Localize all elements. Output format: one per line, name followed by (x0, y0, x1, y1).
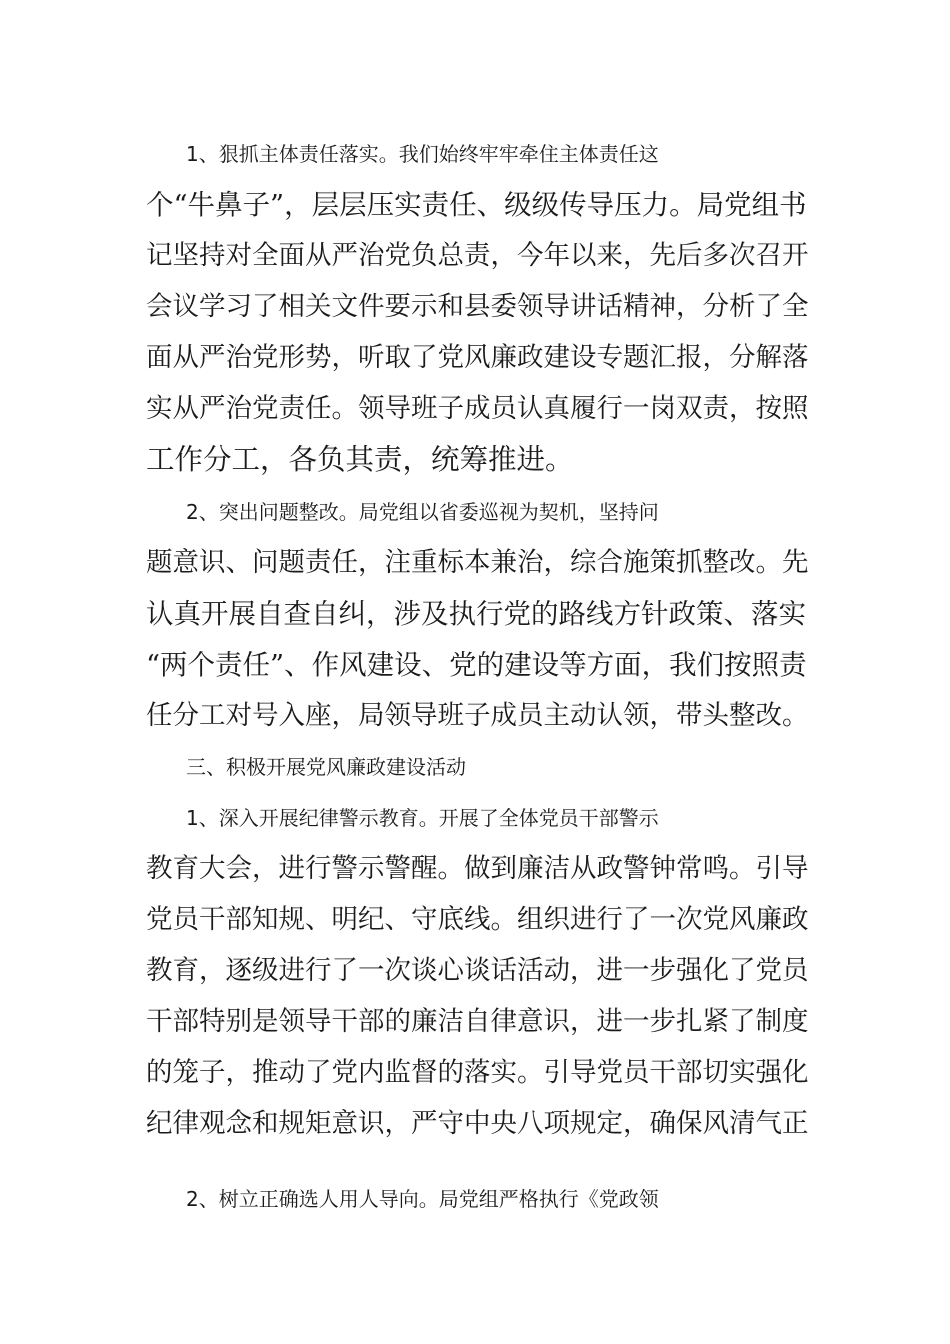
paragraph-line: 的笼子，推动了党内监督的落实。引导党员干部切实强化 (146, 1057, 809, 1088)
paragraph-line: 实从严治党责任。领导班子成员认真履行一岗双责，按照 (146, 393, 809, 424)
paragraph-line: 记坚持对全面从严治党负总责，今年以来，先后多次召开 (146, 240, 809, 271)
section-heading: 三、积极开展党风廉政建设活动 (186, 755, 466, 779)
paragraph-line: 教育大会，进行警示警醒。做到廉洁从政警钟常鸣。引导 (146, 853, 809, 884)
paragraph-line: 任分工对号入座，局领导班子成员主动认领，带头整改。 (146, 700, 809, 731)
list-number: 1 (186, 806, 199, 830)
paragraph-line: “两个责任”、作风建设、党的建设等方面，我们按照责 (146, 649, 807, 681)
paragraph-line: 2、树立正确选人用人导向。局党组严格执行《党政领 (186, 1187, 659, 1211)
paragraph-line: 干部特别是领导干部的廉洁自律意识，进一步扎紧了制度 (146, 1006, 809, 1037)
list-number: 2 (186, 1187, 199, 1211)
paragraph-line: 纪律观念和规矩意识，严守中央八项规定，确保风清气正 (146, 1108, 809, 1139)
paragraph-line: 会议学习了相关文件要示和县委领导讲话精神，分析了全 (146, 291, 809, 322)
paragraph-line: 题意识、问题责任，注重标本兼治，综合施策抓整改。先 (146, 547, 809, 578)
list-number: 2 (186, 500, 199, 524)
list-number: 1 (186, 142, 199, 166)
paragraph-line: 面从严治党形势，听取了党风廉政建设专题汇报，分解落 (146, 342, 809, 373)
paragraph-line: 党员干部知规、明纪、守底线。组织进行了一次党风廉政 (146, 904, 809, 935)
paragraph-line: 1、狠抓主体责任落实。我们始终牢牢牵住主体责任这 (186, 142, 659, 166)
paragraph-line: 工作分工，各负其责，统筹推进。 (146, 443, 574, 476)
paragraph-line: 教育，逐级进行了一次谈心谈话活动，进一步强化了党员 (146, 955, 809, 986)
paragraph-line: 个“牛鼻子”，层层压实责任、级级传导压力。局党组书 (146, 189, 807, 221)
paragraph-line: 2、突出问题整改。局党组以省委巡视为契机，坚持问 (186, 500, 659, 524)
paragraph-line: 认真开展自查自纠，涉及执行党的路线方针政策、落实 (146, 598, 806, 630)
paragraph-line: 1、深入开展纪律警示教育。开展了全体党员干部警示 (186, 806, 659, 830)
